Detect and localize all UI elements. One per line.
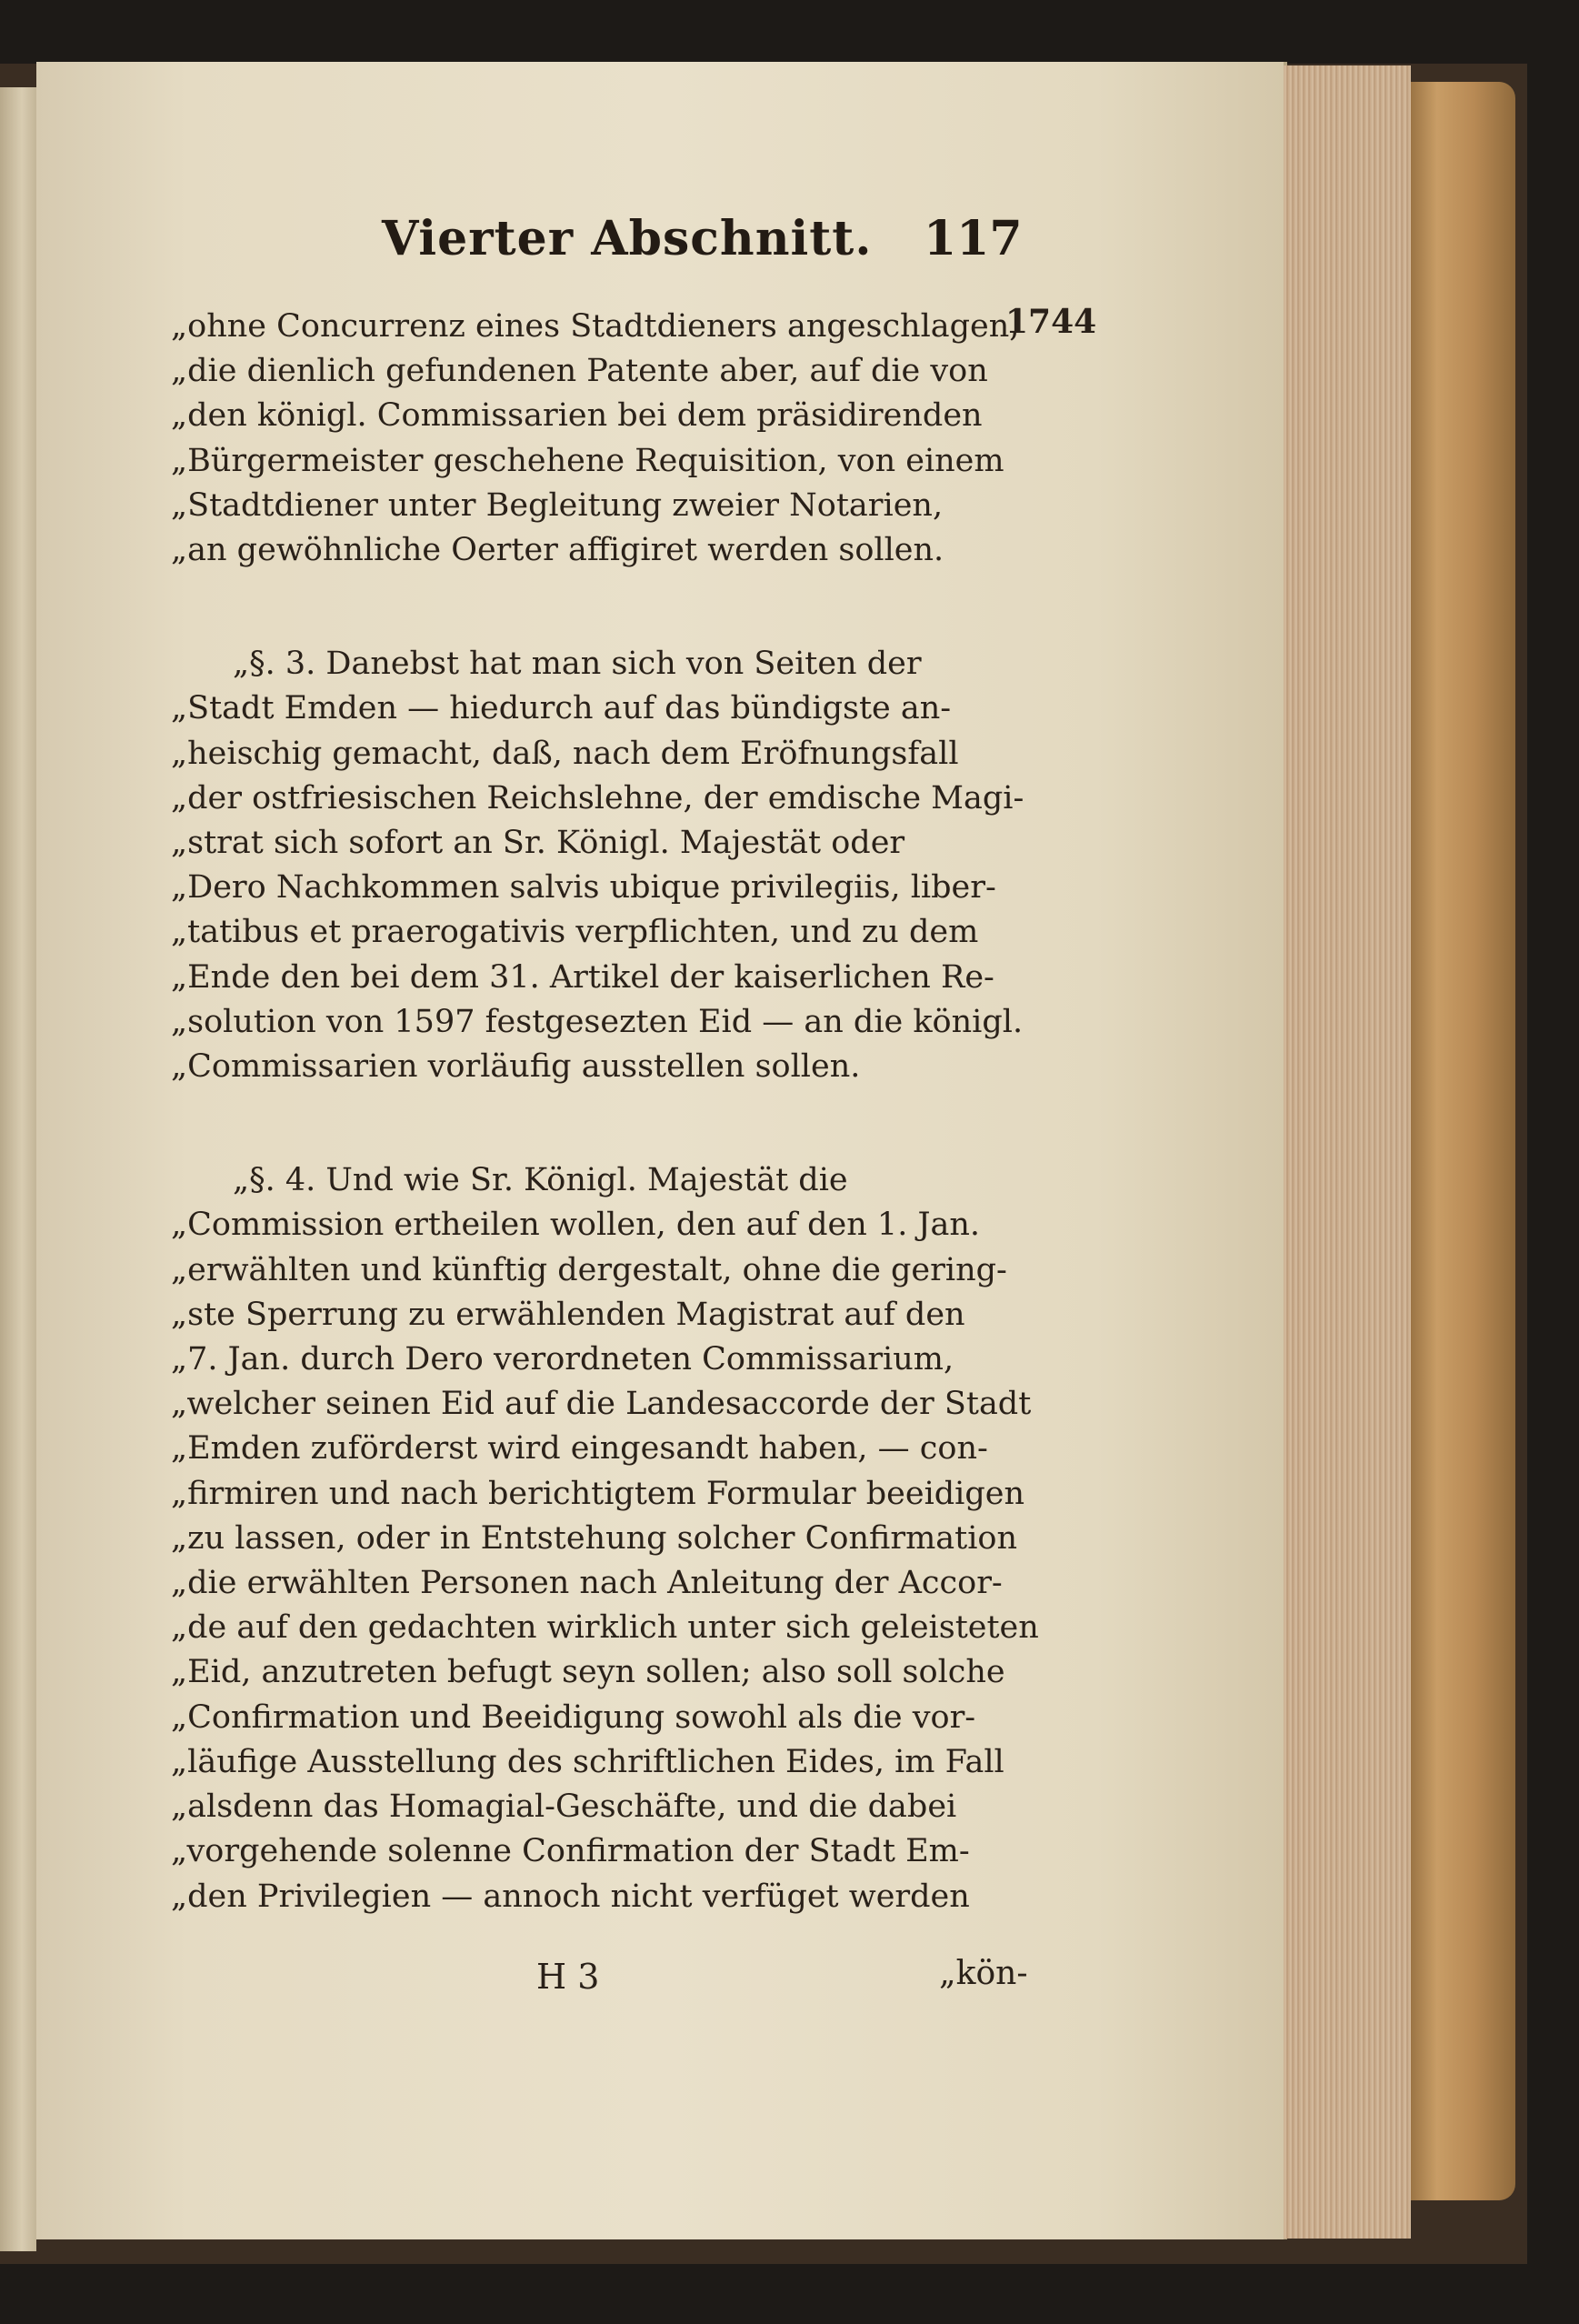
text-line: „alsdenn das Homagial-Geschäfte, und die dabei xyxy=(171,1788,957,1826)
text-line: „erwählten und künftig dergestalt, ohne die gering- xyxy=(171,1251,1007,1288)
text-line: „die dienlich gefundenen Patente aber, auf die von xyxy=(171,353,988,390)
text-line: „Emden zuförderst wird eingesandt haben, — con- xyxy=(171,1430,988,1468)
body-text xyxy=(171,305,1080,1919)
paragraph-1 xyxy=(171,305,1080,573)
text-line: „Confirmation und Beeidigung sowohl als die vor- xyxy=(171,1698,976,1736)
text-line: „die erwählten Personen nach Anleitung der Accor- xyxy=(171,1565,1003,1602)
left-page-edge xyxy=(0,87,36,2251)
book-cover-edge xyxy=(1411,82,1515,2200)
text-line: „7. Jan. durch Dero verordneten Commissarium, xyxy=(171,1341,954,1378)
text-line: „Dero Nachkommen salvis ubique privilegiis, liber- xyxy=(171,869,996,907)
paragraph-3 xyxy=(171,1158,1080,1918)
text-line: „Commission ertheilen wollen, den auf den 1. Jan. xyxy=(171,1207,981,1244)
text-line: „den Privilegien — annoch nicht verfüget werden xyxy=(171,1878,970,1915)
text-line: „de auf den gedachten wirklich unter sich geleisteten xyxy=(171,1609,1039,1647)
text-line: „ohne Concurrenz eines Stadtdieners angeschlagen, xyxy=(171,308,1020,345)
text-line: „Stadt Emden — hiedurch auf das bündigste an- xyxy=(171,690,952,727)
text-line: „solution von 1597 festgesezten Eid — an die königl. xyxy=(171,1003,1024,1040)
marginal-year: 1744 xyxy=(1005,303,1097,341)
page-fore-edge xyxy=(1284,65,1411,2239)
text-line: „strat sich sofort an Sr. Königl. Majestät oder xyxy=(171,825,905,862)
text-line: „Commissarien vorläufig ausstellen sollen. xyxy=(171,1048,861,1086)
text-line: „zu lassen, oder in Entstehung solcher Confirmation xyxy=(171,1519,1018,1557)
paragraph-2 xyxy=(171,642,1080,1089)
text-line: „Eid, anzutreten befugt seyn sollen; also soll solche xyxy=(171,1654,1005,1691)
text-line: „§. 3. Danebst hat man sich von Seiten der xyxy=(233,646,922,683)
text-line: „der ostfriesischen Reichslehne, der emdische Magi- xyxy=(171,779,1024,816)
text-line: „§. 4. Und wie Sr. Königl. Majestät die xyxy=(233,1162,848,1199)
catchword: „kön- xyxy=(939,1955,1028,1992)
text-line: „Bürgermeister geschehene Requisition, von einem xyxy=(171,442,1004,479)
text-line: „firmiren und nach berichtigtem Formular beeidigen xyxy=(171,1475,1025,1512)
text-line: „heischig gemacht, daß, nach dem Eröfnungsfall xyxy=(171,735,959,772)
text-line: „an gewöhnliche Oerter affigiret werden sollen. xyxy=(171,532,944,569)
text-line: „Stadtdiener unter Begleitung zweier Notarien, xyxy=(171,486,944,524)
signature-mark: H 3 xyxy=(536,1957,600,1997)
text-line: „welcher seinen Eid auf die Landesaccorde der Stadt xyxy=(171,1386,1032,1423)
text-line: „den königl. Commissarien bei dem präsidirenden xyxy=(171,397,983,435)
text-line: „Ende den bei dem 31. Artikel der kaiserlichen Re- xyxy=(171,958,994,996)
text-line: „läufige Ausstellung des schriftlichen Eides, im Fall xyxy=(171,1743,1004,1780)
page-number: 117 xyxy=(924,211,1023,266)
running-head: Vierter Abschnitt. xyxy=(382,211,873,266)
text-line: „ste Sperrung zu erwählenden Magistrat auf den xyxy=(171,1296,965,1333)
text-line: „vorgehende solenne Confirmation der Stadt Em- xyxy=(171,1833,970,1870)
text-line: „tatibus et praerogativis verpflichten, und zu dem xyxy=(171,914,979,951)
